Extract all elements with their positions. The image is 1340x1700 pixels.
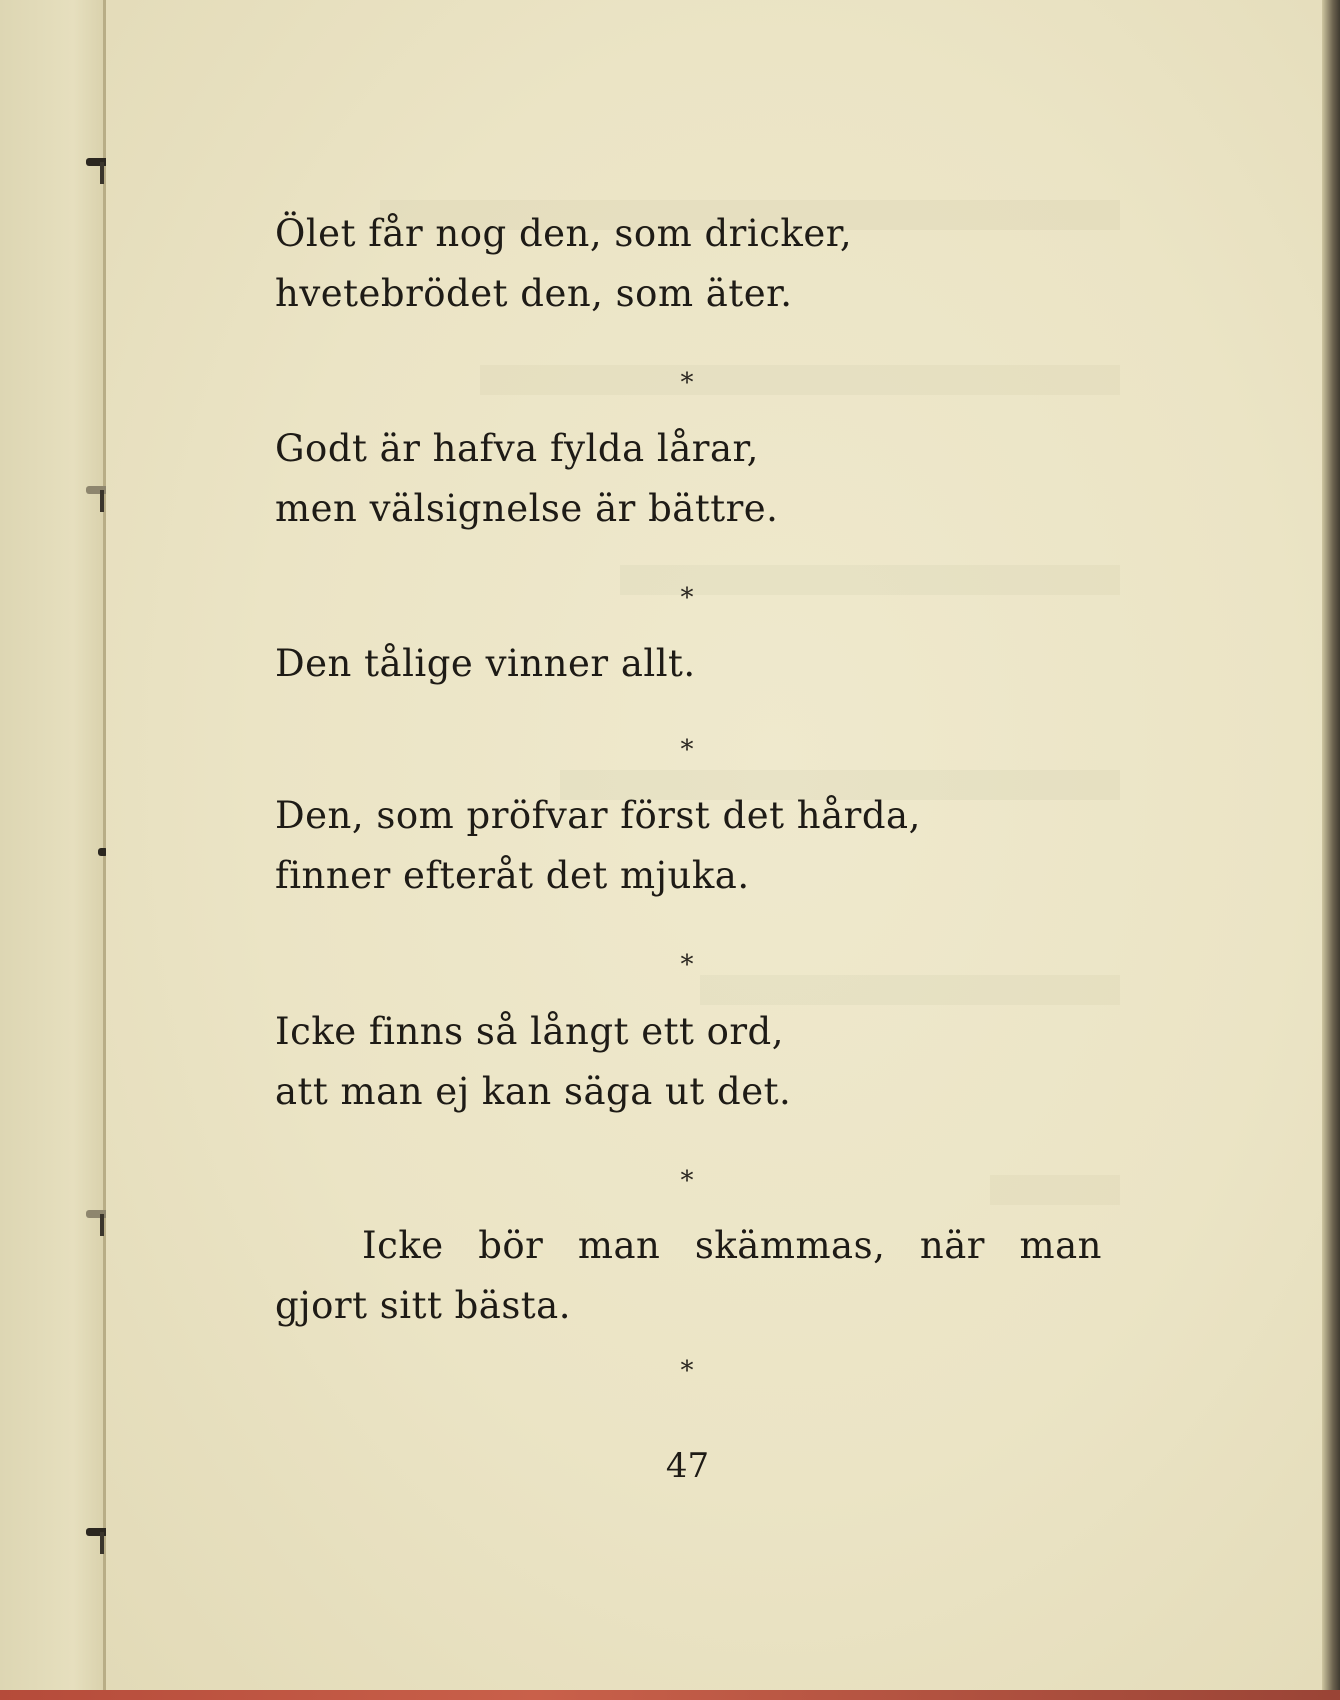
- separator-asterisk: *: [680, 583, 694, 613]
- word: bör: [478, 1224, 544, 1267]
- proverb-line: gjort sitt bästa.: [275, 1284, 571, 1327]
- word: Icke: [362, 1224, 444, 1267]
- proverb-line: hvetebrödet den, som äter.: [275, 272, 793, 315]
- facing-page-strip: [0, 0, 105, 1700]
- word: skämmas,: [694, 1224, 886, 1267]
- proverb-line: Icke finns så långt ett ord,: [275, 1010, 785, 1053]
- proverb-line: Godt är hafva fylda lårar,: [275, 427, 759, 470]
- proverb-line: Den, som pröfvar först det hårda,: [275, 794, 921, 837]
- page-number: 47: [665, 1446, 710, 1486]
- proverb-line: att man ej kan säga ut det.: [275, 1070, 792, 1113]
- proverb-line: Ölet får nog den, som dricker,: [275, 212, 853, 255]
- proverb-line: men välsignelse är bättre.: [275, 487, 779, 530]
- separator-asterisk: *: [680, 950, 694, 980]
- proverb-line: Den tålige vinner allt.: [275, 642, 696, 685]
- proverb-line: finner efteråt det mjuka.: [275, 854, 750, 897]
- proverb-line-justified: [362, 1222, 1102, 1270]
- page-right-edge: [1322, 0, 1340, 1700]
- word: man: [1019, 1224, 1102, 1267]
- page-bottom-edge: [0, 1690, 1340, 1700]
- separator-asterisk: *: [680, 1166, 694, 1196]
- separator-asterisk: *: [680, 368, 694, 398]
- separator-asterisk: *: [680, 1356, 694, 1386]
- word: när: [919, 1224, 985, 1267]
- separator-asterisk: *: [680, 735, 694, 765]
- word: man: [577, 1224, 661, 1267]
